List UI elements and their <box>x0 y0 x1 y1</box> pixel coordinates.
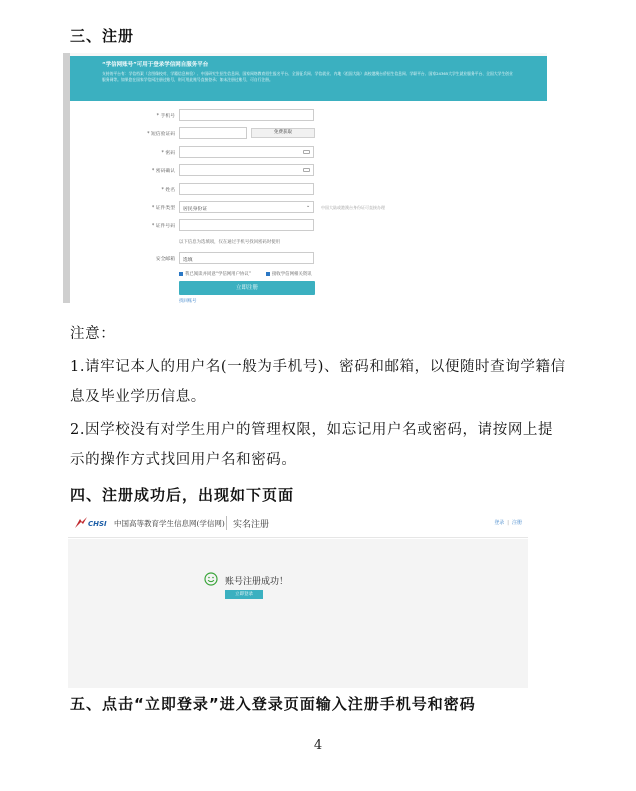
logo-chsi-text: CHSI <box>88 520 107 528</box>
header-divider <box>226 516 227 530</box>
section-4-heading: 四、注册成功后，出现如下页面 <box>70 486 295 504</box>
password-row <box>70 146 547 158</box>
newsletter-label: 接收学信网相关资讯 <box>272 272 312 277</box>
agreement-checkbox[interactable] <box>179 271 251 277</box>
confirm-row <box>70 164 547 176</box>
registration-form-screenshot <box>63 53 547 303</box>
smile-icon <box>204 572 218 586</box>
phone-label: * 手机号 <box>156 114 175 119</box>
site-header <box>68 508 528 538</box>
banner-description: 支持的平台有：学信档案（含图像校对、学籍信息核验）、中国研究生招生信息网、国家网络教育招生报名平台、全国征兵网、学信就业、内地（祖国大陆）高校港澳台侨招生信息网、学职平台、国家24365大学生就业服务平台、全国大学生创业服务网等。如果您在国家学信网注册过账号，则可用此账号直接登录；如未注册过账号，可自行注册。 <box>102 71 513 83</box>
register-link[interactable]: 注册 <box>511 520 522 526</box>
newsletter-checkbox[interactable] <box>266 271 312 277</box>
email-input[interactable]: 选填 <box>179 252 314 264</box>
email-label: 安全邮箱 <box>155 257 175 262</box>
phone-input[interactable] <box>179 109 314 121</box>
idnum-label: * 证件号码 <box>151 224 175 229</box>
idnum-row <box>70 219 547 231</box>
confirm-password-input[interactable] <box>179 164 314 176</box>
send-code-button[interactable]: 免费获取 <box>251 128 315 138</box>
success-message: 账号注册成功！ <box>225 577 289 587</box>
forgot-account-link[interactable]: 找回账号 <box>179 299 197 303</box>
success-body <box>68 539 528 688</box>
id-number-input[interactable] <box>179 219 314 231</box>
password-input[interactable] <box>179 146 314 158</box>
sms-code-input[interactable] <box>179 127 247 139</box>
name-row <box>70 183 547 195</box>
login-link[interactable]: 登录 <box>494 520 505 526</box>
sms-row <box>70 127 547 139</box>
page-title: 实名注册 <box>233 520 270 530</box>
section-5-heading: 五、点击“立即登录”进入登录页面输入注册手机号和密码 <box>70 695 476 713</box>
idtype-row <box>70 201 547 213</box>
chevron-down-icon: ⌄ <box>306 203 311 209</box>
header-links <box>494 519 522 526</box>
left-strip <box>63 53 70 303</box>
banner-title: “学信网账号”可用于登录学信网自服务平台 <box>102 62 209 68</box>
chsi-logo-icon <box>74 516 88 529</box>
checkbox-icon[interactable] <box>266 272 270 276</box>
link-separator: | <box>507 520 509 526</box>
name-label: * 姓名 <box>161 188 175 193</box>
optional-note: 以下信息为选填项，仅在通过手机号找回密码时使用 <box>179 240 280 245</box>
checkbox-icon[interactable] <box>179 272 183 276</box>
logo-site-name: 中国高等教育学生信息网(学信网) <box>114 519 225 528</box>
password-label: * 密码 <box>161 151 175 156</box>
email-row <box>70 252 547 264</box>
name-input[interactable] <box>179 183 314 195</box>
login-now-button[interactable]: 立即登录 <box>225 590 263 599</box>
idtype-label: * 证件类型 <box>151 206 175 211</box>
keyboard-icon[interactable] <box>303 168 310 172</box>
note-item-2: 2.因学校没有对学生用户的管理权限，如忘记用户名或密码，请按网上提示的操作方式找回用户名和密码。 <box>70 422 554 468</box>
keyboard-icon[interactable] <box>303 150 310 154</box>
info-banner <box>70 56 547 101</box>
notes-title: 注意： <box>70 326 116 342</box>
note-item-1: 1.请牢记本人的用户名(一般为手机号)、密码和邮箱，以便随时查询学籍信息及毕业学历信息。 <box>70 359 566 405</box>
register-button[interactable]: 立即注册 <box>179 281 315 295</box>
idtype-hint: 中国大陆或港澳台身份证可直接办理 <box>321 205 385 210</box>
section-3-heading: 三、注册 <box>70 27 135 45</box>
sms-label: * 短信验证码 <box>147 132 175 137</box>
page-number: 4 <box>313 738 323 753</box>
confirm-label: * 密码确认 <box>151 169 175 174</box>
idtype-select[interactable]: 居民身份证 <box>179 201 314 213</box>
agreement-label: 我已阅读并同意“学信网用户协议” <box>185 272 252 277</box>
register-form <box>70 101 547 303</box>
phone-row <box>70 109 547 121</box>
success-page-screenshot <box>68 508 528 688</box>
